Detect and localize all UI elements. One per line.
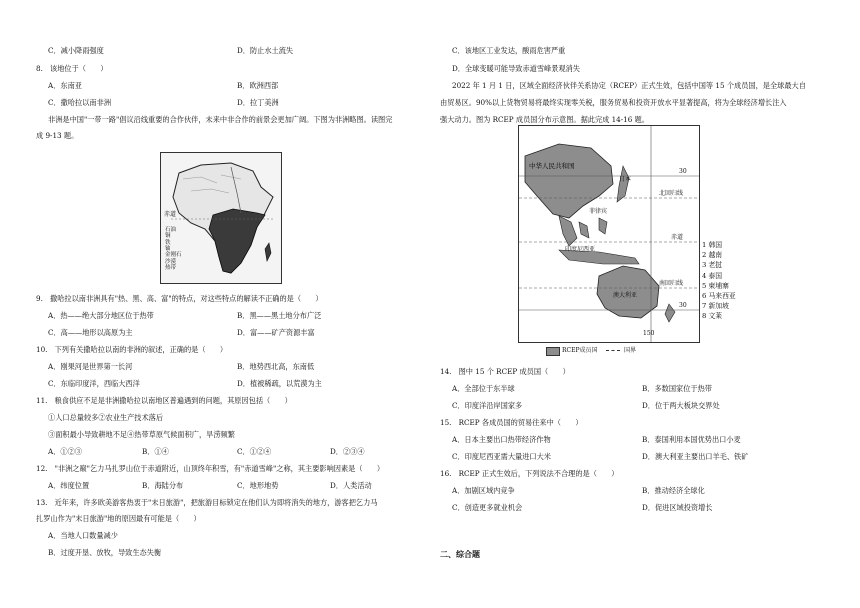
legend-item: 铀	[165, 245, 171, 252]
q7-option-c: C．减小降雨强度	[48, 46, 104, 55]
q10-option-b: B．地势西北高，东南低	[237, 362, 315, 371]
q16-option-b: B．推动经济全球化	[642, 486, 705, 495]
q10-option-d: D．植被稀疏，以荒漠为主	[237, 379, 322, 388]
q14-option-a: A．全部位于东半球	[452, 384, 515, 393]
side-list-item: 4 泰国	[702, 271, 723, 280]
tropic-north-label: 北回归线	[659, 190, 684, 197]
q13-option-a: A．当地人口数量减少	[48, 531, 118, 540]
equator-label: 赤道	[164, 211, 177, 218]
q12-option-a: A．纬度位置	[48, 481, 90, 490]
q11-item-line1: ①人口总量较多②农业生产技术落后	[48, 413, 164, 422]
rcep-intro-line1: 2022 年 1 月 1 日，区域全面经济伙伴关系协定（RCEP）正式生效，包括中国等 15 个成员国，是全球最大自	[452, 81, 806, 90]
q15-stem: 15. RCEP 各成员国的贸易往来中（ ）	[440, 418, 583, 427]
side-list-item: 5 柬埔寨	[702, 281, 729, 290]
philippines-label: 菲律宾	[589, 208, 608, 215]
q12-stem: 12. "非洲之巅"乞力马扎罗山位于赤道附近，山顶终年积雪，有"赤道雪峰"之称，其主要影响因素是（ ）	[36, 464, 385, 473]
legend-item: 铁	[165, 239, 171, 246]
q12-option-c: C．地形地势	[237, 481, 279, 490]
border-legend-line	[606, 350, 620, 352]
africa-map-legend	[165, 227, 182, 271]
equator-label-rcep: 赤道	[671, 234, 684, 241]
q11-option-a: A．①②③	[48, 447, 82, 456]
japan-label: 日本	[619, 176, 632, 183]
side-list-item: 8 文莱	[702, 312, 723, 321]
q8-stem: 8. 该地位于（ ）	[36, 64, 108, 73]
member-legend-label: RCEP成员国	[562, 347, 598, 354]
q16-option-a: A．加剧区域内竞争	[452, 486, 515, 495]
q8-option-c: C．撒哈拉以南非洲	[48, 98, 112, 107]
q11-stem: 11. 粮食供应不足是非洲撒哈拉以南地区普遍遇到的问题，其原因包括（ ）	[36, 396, 292, 405]
q14-stem: 14. 图中 15 个 RCEP 成员国（ ）	[440, 367, 570, 376]
rcep-intro-line2: 由贸易区。90%以上货物贸易将最终实现零关税，服务贸易和投资开放水平显著提高，将为全球经济增长注入	[440, 98, 787, 107]
q12-option-d: D．人类活动	[330, 481, 372, 490]
q8-option-b: B．欧洲西部	[237, 81, 279, 90]
side-list-item: 3 老挝	[702, 261, 723, 270]
q14-option-c: C．印度洋沿岸国家多	[452, 401, 523, 410]
lat-30s-label: 30	[679, 302, 687, 309]
legend-item: 沙漠	[165, 258, 177, 265]
side-list-item: 6 马来西亚	[702, 291, 736, 300]
africa-intro-line2: 成 9-13 题。	[36, 131, 79, 140]
member-legend-swatch	[546, 347, 560, 356]
q13-option-d: D．全球变暖可能导致赤道雪峰景观消失	[452, 64, 580, 73]
side-list-item: 2 越南	[702, 251, 723, 260]
rcep-side-list	[702, 240, 736, 322]
side-list-item: 7 新加坡	[702, 302, 729, 311]
tropic-south-label: 南回归线	[659, 280, 684, 287]
q11-option-c: C．①②④	[237, 447, 272, 456]
legend-item: 热带	[165, 264, 177, 271]
lon-150-label: 150	[643, 330, 655, 337]
legend-item: 铜	[165, 233, 171, 240]
q16-option-c: C．创造更多就业机会	[452, 503, 523, 512]
q8-option-d: D．拉丁美洲	[237, 98, 279, 107]
australia-label: 澳大利亚	[613, 292, 638, 299]
q11-item-line2: ③面积最小导致耕地不足④热带草原气候面积广，旱涝频繁	[48, 430, 235, 439]
q7-option-d: D．防止水土流失	[237, 46, 294, 55]
q8-option-a: A．东南亚	[48, 81, 82, 90]
indonesia-label: 印度尼西亚	[565, 246, 596, 253]
q9-option-b: B．黑——黑土地分布广泛	[237, 311, 322, 320]
q15-option-a: A．日本主要出口热带经济作物	[452, 435, 551, 444]
q12-option-b: B．海陆分布	[142, 481, 184, 490]
q13-option-c: C．该地区工业发达，酸雨危害严重	[452, 46, 566, 55]
q13-option-b: B．过度开垦、放牧，导致生态失衡	[48, 548, 162, 557]
rcep-intro-line3: 强大动力。图为 RCEP 成员国分布示意图。据此完成 14-16 题。	[440, 115, 649, 124]
q9-option-c: C．高——地形以高原为主	[48, 328, 133, 337]
legend-item: 金刚石	[165, 252, 182, 259]
china-label: 中华人民共和国	[529, 162, 575, 170]
q15-option-b: B．泰国利用本国优势出口小麦	[642, 435, 741, 444]
q10-option-a: A．刚果河是世界第一长河	[48, 362, 133, 371]
lat-30n-label: 30	[679, 168, 687, 175]
q9-stem: 9. 撒哈拉以南非洲具有"热、黑、高、富"的特点，对这些特点的解读不正确的是（ ）	[36, 294, 323, 303]
q16-stem: 16. RCEP 正式生效后，下列说法不合理的是（ ）	[440, 469, 619, 478]
africa-intro-line1: 非洲是中国"一带一路"倡议沿线重要的合作伙伴，未来中非合作的前景会更加广阔。下图为非洲略图。读图完	[48, 115, 393, 124]
q13-stem-line2: 扎罗山作为"末日旅游"地的原因最有可能是（ ）	[36, 514, 201, 523]
q15-option-d: D．澳大利亚主要出口羊毛、铁矿	[642, 452, 749, 461]
q11-option-d: D．②③④	[330, 447, 365, 456]
q11-option-b: B．①④	[142, 447, 169, 456]
rcep-map	[518, 125, 700, 343]
q9-option-a: A．热——绝大部分地区位于热带	[48, 311, 154, 320]
q14-option-b: B．多数国家位于热带	[642, 384, 712, 393]
africa-map	[160, 152, 282, 284]
side-list-item: 1 韩国	[702, 241, 723, 249]
q13-stem-line1: 13. 近年来，许多欧美游客热衷于"末日旅游"，把旅游目标锁定在他们认为即将消失的地方，游客把乞力马	[36, 498, 378, 507]
legend-item: 石油	[165, 227, 177, 233]
q15-option-c: C．印度尼西亚需大量进口大米	[452, 452, 551, 461]
q9-option-d: D．富——矿产资源丰富	[237, 328, 315, 337]
q14-option-d: D．位于两大板块交界处	[642, 401, 720, 410]
q10-stem: 10. 下列有关撒哈拉以南的非洲的叙述，正确的是（ ）	[36, 345, 228, 354]
border-legend-label: 国界	[624, 347, 637, 354]
section-2-heading: 二、综合题	[440, 550, 480, 559]
q10-option-c: C．东临印度洋，西临大西洋	[48, 379, 140, 388]
q16-option-d: D．促进区域投资增长	[642, 503, 713, 512]
